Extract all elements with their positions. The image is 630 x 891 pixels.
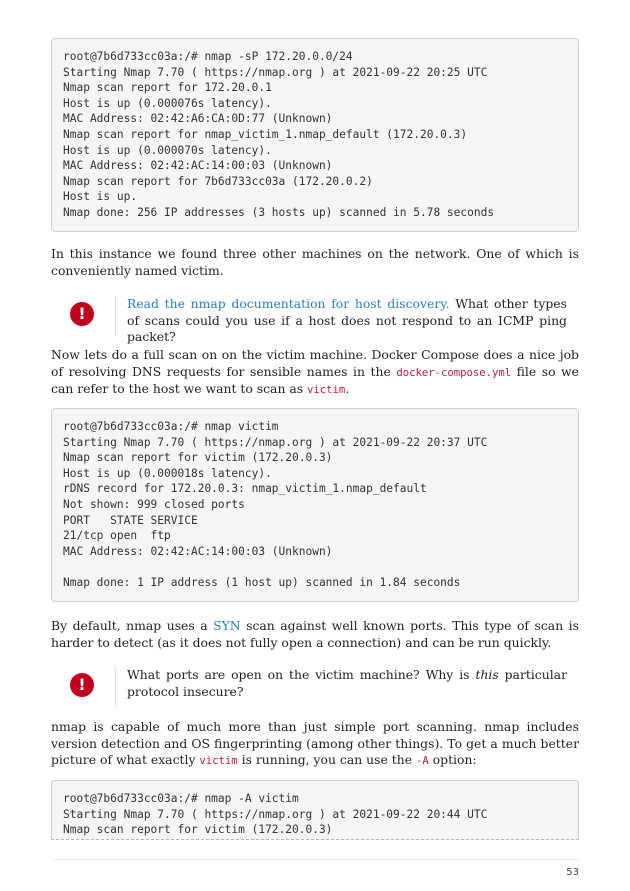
code-line: Nmap scan report for nmap_victim_1.nmap_default (172.20.0.3) xyxy=(63,127,468,141)
code-line: Host is up (0.000076s latency). xyxy=(63,96,272,110)
paragraph-syn-scan xyxy=(51,618,579,651)
code-block-aggressive-scan xyxy=(51,780,579,840)
text-run: Now lets do a full scan on on the victim machine. Docker Compose does a nice job of resolving DNS requests for sensible names in the xyxy=(51,347,579,379)
paragraph-network-results: In this instance we found three other machines on the network. One of which is conveniently named victim. xyxy=(51,246,579,278)
page-number: 53 xyxy=(566,867,579,878)
code-line: root@7b6d733cc03a:/# nmap victim xyxy=(63,420,279,433)
admonition-divider xyxy=(115,667,116,707)
code-line: Nmap scan report for victim (172.20.0.3) xyxy=(63,823,333,837)
code-line: Nmap done: 1 IP address (1 host up) scanned in 1.84 seconds xyxy=(63,575,461,589)
warning-icon: ! xyxy=(70,673,94,697)
code-line: Nmap scan report for 7b6d733cc03a (172.20.0.2) xyxy=(63,174,373,188)
text-run: option: xyxy=(428,752,477,768)
inline-code-victim: victim xyxy=(199,755,238,768)
code-line: Nmap scan report for victim (172.20.0.3) xyxy=(63,451,333,465)
warning-icon: ! xyxy=(70,302,94,326)
admonition-divider xyxy=(115,296,116,336)
admonition-text xyxy=(127,296,567,346)
admonition-question: What other types of scans could you use if a host does not respond to an ICMP ping packet? xyxy=(127,296,567,345)
inline-code-a-option: -A xyxy=(415,755,429,768)
inline-code-victim: victim xyxy=(307,384,346,397)
emphasis-this: this xyxy=(475,667,499,682)
code-line: MAC Address: 02:42:A6:CA:0D:77 (Unknown) xyxy=(63,112,333,126)
syn-link[interactable]: SYN xyxy=(213,618,241,633)
code-line: Host is up (0.000070s latency). xyxy=(63,143,272,157)
text-run: scan against well known ports. This type of scan is harder to detect (as it does not fully open a connection) and can be run quickly. xyxy=(51,618,579,650)
admonition-host-discovery xyxy=(51,296,579,345)
inline-code-docker-compose: docker-compose.yml xyxy=(396,366,512,379)
code-line xyxy=(63,559,567,575)
code-block-host-discovery xyxy=(51,38,579,232)
code-line: MAC Address: 02:42:AC:14:00:03 (Unknown) xyxy=(63,159,333,173)
paragraph-nmap-capabilities xyxy=(51,719,579,770)
text-run: nmap is capable of much more than just simple port scanning. nmap includes version detection and OS fingerprinting (among other things). To get a much better picture of what exactly xyxy=(51,719,579,768)
code-line: Nmap scan report for 172.20.0.1 xyxy=(63,81,272,95)
code-line: Not shown: 999 closed ports xyxy=(63,497,245,511)
text-run: What ports are open on the victim machine? Why is xyxy=(127,667,476,682)
paragraph-full-scan-intro xyxy=(51,347,579,399)
code-line: Host is up (0.000018s latency). xyxy=(63,466,272,480)
code-line: root@7b6d733cc03a:/# nmap -sP 172.20.0.0/24 xyxy=(63,50,353,63)
code-line: root@7b6d733cc03a:/# nmap -A victim xyxy=(63,792,299,805)
admonition-text xyxy=(127,667,567,700)
code-block-victim-scan xyxy=(51,408,579,602)
text-run: file so we can refer to the host we want to scan as xyxy=(51,363,579,397)
text-run: . xyxy=(345,381,350,397)
admonition-open-ports xyxy=(51,667,579,707)
footer-divider xyxy=(51,859,579,860)
code-line: Starting Nmap 7.70 ( https://nmap.org ) at 2021-09-22 20:37 UTC xyxy=(63,435,488,449)
code-line: Nmap done: 256 IP addresses (3 hosts up) scanned in 5.78 seconds xyxy=(63,205,495,219)
text-run: is running, you can use the xyxy=(237,752,416,768)
code-line: 21/tcp open ftp xyxy=(63,529,171,543)
text-run: particular protocol insecure? xyxy=(127,667,567,699)
code-line: MAC Address: 02:42:AC:14:00:03 (Unknown) xyxy=(63,544,333,558)
code-line: rDNS record for 172.20.0.3: nmap_victim_1.nmap_default xyxy=(63,482,427,496)
code-line: Host is up. xyxy=(63,190,138,204)
code-line: Starting Nmap 7.70 ( https://nmap.org ) at 2021-09-22 20:44 UTC xyxy=(63,807,488,821)
nmap-host-discovery-docs-link[interactable]: Read the nmap documentation for host discovery. xyxy=(127,296,450,311)
code-line: Starting Nmap 7.70 ( https://nmap.org ) at 2021-09-22 20:25 UTC xyxy=(63,65,488,79)
text-run: By default, nmap uses a xyxy=(51,618,214,633)
code-line: PORT STATE SERVICE xyxy=(63,513,198,527)
